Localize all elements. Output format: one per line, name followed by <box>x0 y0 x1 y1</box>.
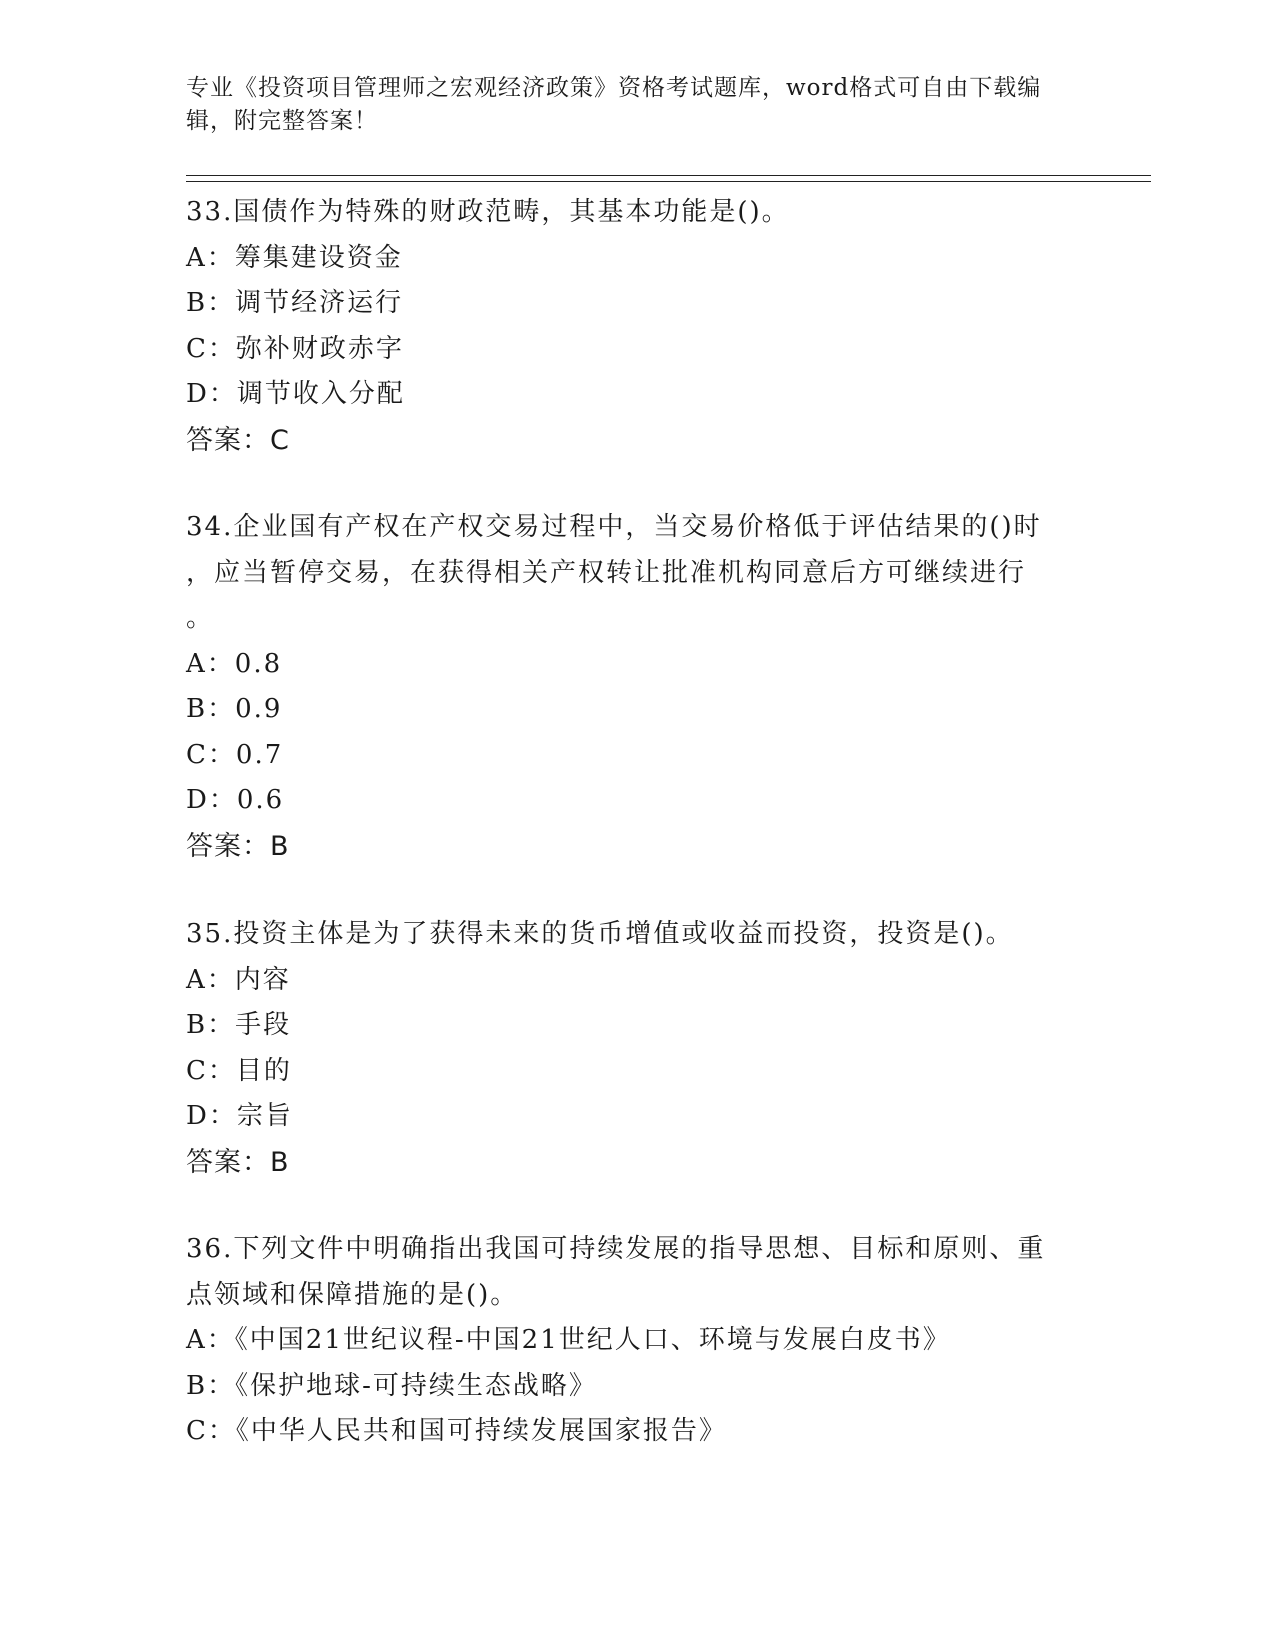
answer-text: 答案：C <box>186 424 290 456</box>
question-stem-line-1: 34.企业国有产权在产权交易过程中，当交易价格低于评估结果的()时 <box>186 512 1042 542</box>
option-label: B： <box>186 694 236 724</box>
answer-text: 答案：B <box>186 830 290 862</box>
option-c <box>186 1409 1066 1455</box>
question-stem: 33.国债作为特殊的财政范畴，其基本功能是()。 <box>186 197 790 227</box>
option-label: A： <box>186 242 235 273</box>
option-a <box>186 642 1066 688</box>
option-text: 调节收入分配 <box>236 379 405 409</box>
question-stem-line-1: 36.下列文件中明确指出我国可持续发展的指导思想、目标和原则、重 <box>186 1234 1046 1264</box>
option-text: 《保护地球-可持续生态战略》 <box>235 1370 597 1401</box>
option-label: C： <box>186 1055 236 1086</box>
question-stem-line-3: 。 <box>186 603 215 633</box>
option-text: 内容 <box>234 964 291 995</box>
option-b <box>186 687 1066 733</box>
question-33 <box>186 190 1066 463</box>
header-line-2: 辑，附完整答案！ <box>186 108 378 134</box>
option-label: A： <box>186 648 235 679</box>
header-divider-bottom <box>186 181 1151 182</box>
option-label: B： <box>186 288 236 318</box>
option-label: A： <box>186 1325 235 1355</box>
option-text: 宗旨 <box>236 1101 293 1131</box>
option-text: 0.7 <box>235 739 284 770</box>
option-b <box>186 1003 1066 1049</box>
option-a <box>186 958 1066 1004</box>
option-c <box>186 733 1066 779</box>
option-label: A： <box>186 964 235 995</box>
option-text: 0.8 <box>234 648 283 679</box>
option-label: C： <box>186 333 236 364</box>
option-text: 《中国21世纪议程-中国21世纪人口、环境与发展白皮书》 <box>234 1325 951 1355</box>
option-text: 0.6 <box>236 785 285 815</box>
option-label: C： <box>186 1416 236 1446</box>
header-line-1: 专业《投资项目管理师之宏观经济政策》资格考试题库，word格式可自由下载编 <box>186 75 1042 101</box>
option-text: 手段 <box>235 1010 292 1040</box>
option-label: D： <box>186 1101 237 1131</box>
answer-text: 答案：B <box>186 1146 290 1178</box>
question-35 <box>186 912 1066 1185</box>
option-text: 筹集建设资金 <box>234 242 403 273</box>
question-stem: 35.投资主体是为了获得未来的货币增值或收益而投资，投资是()。 <box>186 919 1014 949</box>
option-text: 《中华人民共和国可持续发展国家报告》 <box>235 1416 727 1446</box>
option-c <box>186 327 1066 373</box>
option-label: D： <box>186 379 237 409</box>
option-label: B： <box>186 1370 236 1401</box>
option-text: 目的 <box>235 1055 292 1086</box>
option-c <box>186 1049 1066 1095</box>
option-text: 弥补财政赤字 <box>235 333 404 364</box>
question-34 <box>186 505 1066 869</box>
option-a <box>186 1318 1066 1364</box>
option-label: B： <box>186 1010 236 1040</box>
document-header <box>186 72 1066 138</box>
option-b <box>186 1364 1066 1410</box>
option-b <box>186 281 1066 327</box>
option-a <box>186 236 1066 282</box>
option-label: D： <box>186 785 237 815</box>
question-36 <box>186 1227 1066 1455</box>
option-label: C： <box>186 739 236 770</box>
question-stem-line-2: ，应当暂停交易，在获得相关产权转让批准机构同意后方可继续进行 <box>186 557 1027 588</box>
question-stem-line-2: 点领域和保障措施的是()。 <box>186 1279 519 1310</box>
option-d <box>186 372 1066 418</box>
option-d <box>186 1094 1066 1140</box>
header-divider-top <box>186 175 1151 176</box>
option-text: 0.9 <box>235 694 283 724</box>
option-d <box>186 778 1066 824</box>
option-text: 调节经济运行 <box>235 288 404 318</box>
